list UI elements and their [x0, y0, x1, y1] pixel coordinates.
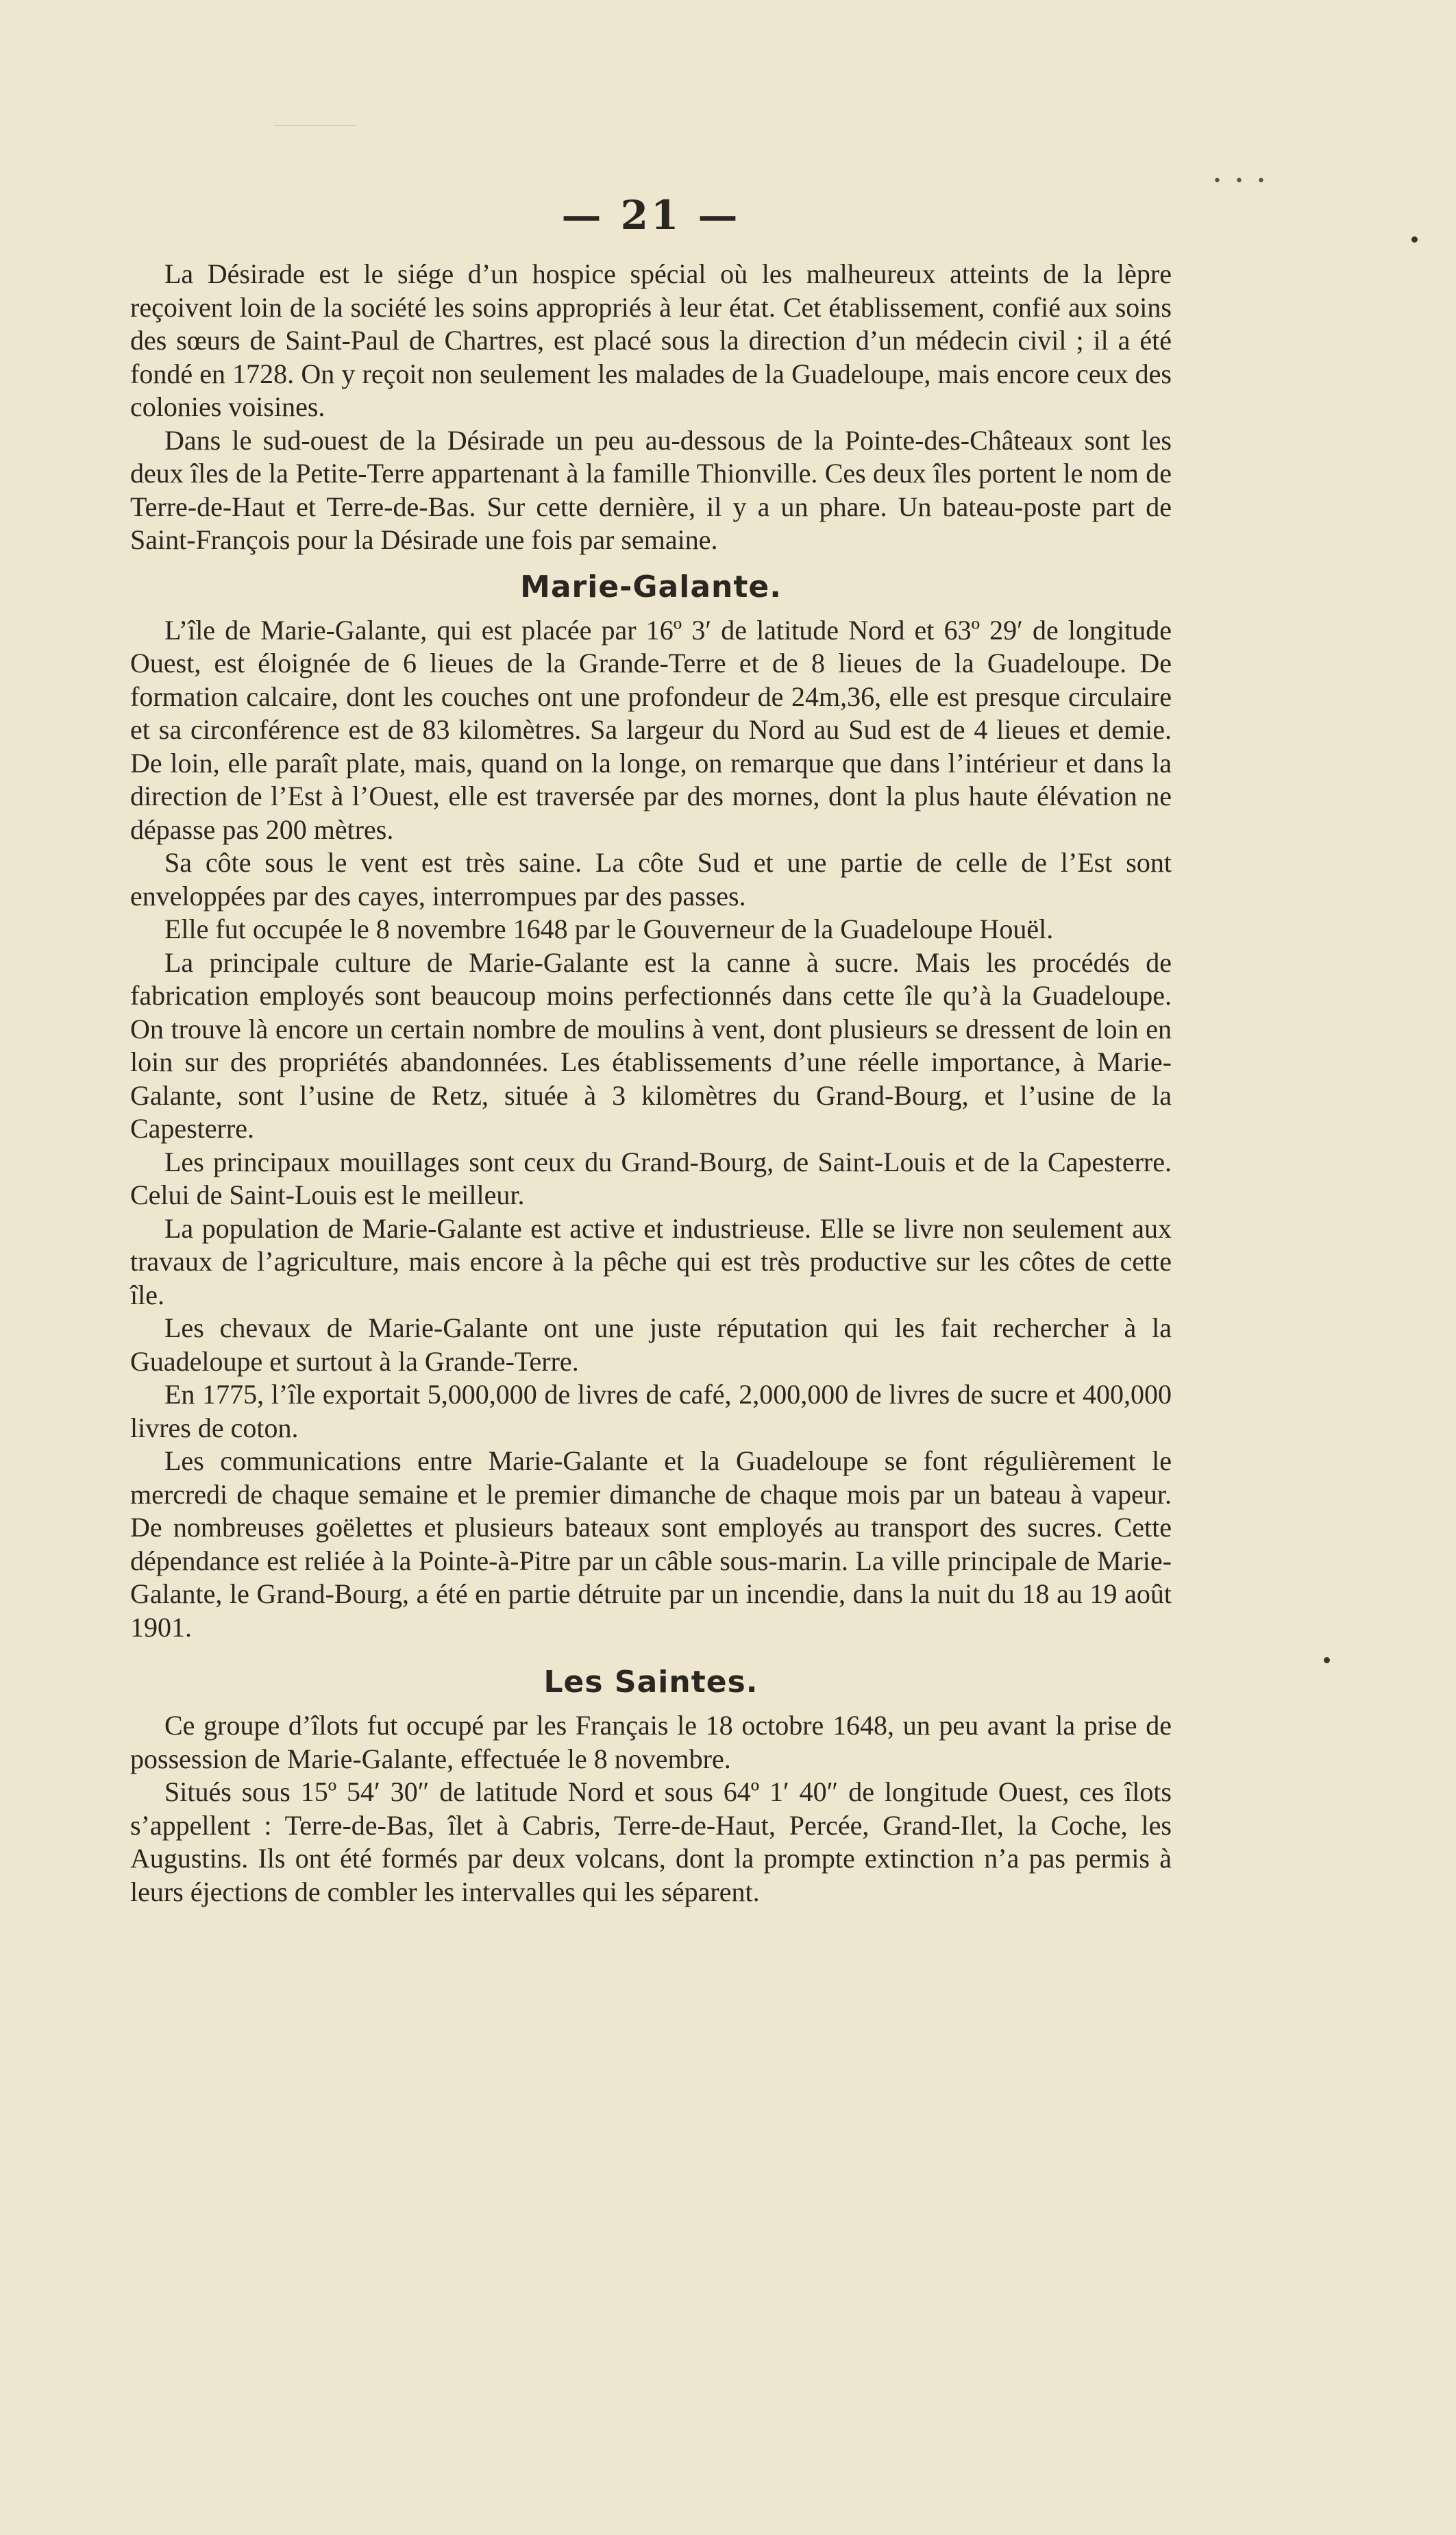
document-page	[130, 192, 1172, 1909]
margin-dot	[1324, 1657, 1330, 1663]
page-number: — 21 —	[561, 192, 741, 238]
paragraph: La Désirade est le siége d’un hospice spécial où les malheureux atteints de la lèpre reçoivent loin de la société les soins appropriés à leur état. Cet établissement, confié aux soins des sœurs de Saint-Paul de Chartres, est placé sous la direction d’un médecin civil ; il a été fondé en 1728. On y reçoit non seulement les malades de la Guadeloupe, mais encore ceux des colonies voisines.	[130, 258, 1172, 422]
saintes-section	[130, 1709, 1172, 1909]
section-heading-marie-galante: Marie-Galante.	[520, 569, 782, 604]
paragraph: La principale culture de Marie-Galante est la canne à sucre. Mais les procédés de fabrication employés sont beaucoup moins perfectionnés dans cette île qu’à la Guadeloupe. On trouve là encore un certain nombre de moulins à vent, dont plusieurs se dressent de loin en loin sur des propriétés abandonnées. Les établissements d’une réelle importance, à Marie-Galante, sont l’usine de Retz, située à 3 kilomètres du Grand-Bourg, et l’usine de la Capesterre.	[130, 946, 1172, 1144]
paragraph: Ce groupe d’îlots fut occupé par les Français le 18 octobre 1648, un peu avant la prise de possession de Marie-Galante, effectuée le 8 novembre.	[130, 1710, 1172, 1774]
corner-mark: • • •	[1213, 173, 1270, 190]
paragraph: La population de Marie-Galante est active et industrieuse. Elle se livre non seulement aux travaux de l’agriculture, mais encore à la pêche qui est très productive sur les côtes de cette île.	[130, 1212, 1172, 1310]
top-rule	[274, 125, 356, 126]
paragraph: L’île de Marie-Galante, qui est placée par 16º 3′ de latitude Nord et 63º 29′ de longitude Ouest, est éloignée de 6 lieues de la Grande-Terre et de 8 lieues de la Guadeloupe. De formation calcaire, dont les couches ont une profondeur de 24m,36, elle est presque circulaire et sa circonférence est de 83 kilomètres. Sa largeur du Nord au Sud est de 4 lieues et demie. De loin, elle paraît plate, mais, quand on la longe, on remarque que dans l’intérieur et dans la direction de l’Est à l’Ouest, elle est traversée par des mornes, dont la plus haute élévation ne dépasse pas 200 mètres.	[130, 614, 1172, 845]
paragraph: Les chevaux de Marie-Galante ont une juste réputation qui les fait rechercher à la Guadeloupe et surtout à la Grande-Terre.	[130, 1312, 1172, 1377]
paragraph: Sa côte sous le vent est très saine. La côte Sud et une partie de celle de l’Est sont enveloppées par des cayes, interrompues par des passes.	[130, 847, 1172, 911]
paragraph: Elle fut occupée le 8 novembre 1648 par le Gouverneur de la Guadeloupe Houël.	[164, 914, 1054, 944]
paragraph: Dans le sud-ouest de la Désirade un peu au-dessous de la Pointe-des-Châteaux sont les deux îles de la Petite-Terre appartenant à la famille Thionville. Ces deux îles portent le nom de Terre-de-Haut et Terre-de-Bas. Sur cette dernière, il y a un phare. Un bateau-poste part de Saint-François pour la Désirade une fois par semaine.	[130, 424, 1172, 555]
margin-dot	[1411, 236, 1418, 243]
paragraph: Situés sous 15º 54′ 30″ de latitude Nord et sous 64º 1′ 40″ de longitude Ouest, ces îlots s’appellent : Terre-de-Bas, îlet à Cabris, Terre-de-Haut, Percée, Grand-Ilet, la Coche, les Augustins. Ils ont été formés par deux volcans, dont la prompte extinction n’a pas permis à leurs éjections de combler les intervalles qui les séparent.	[130, 1776, 1172, 1907]
desirade-section	[130, 258, 1172, 557]
section-heading-saintes: Les Saintes.	[543, 1665, 758, 1700]
marie-galante-section	[130, 614, 1172, 1645]
paragraph: Les principaux mouillages sont ceux du Grand-Bourg, de Saint-Louis et de la Capesterre. Celui de Saint-Louis est le meilleur.	[130, 1146, 1172, 1210]
paragraph: Les communications entre Marie-Galante et la Guadeloupe se font régulièrement le mercredi de chaque semaine et le premier dimanche de chaque mois par un bateau à vapeur. De nombreuses goëlettes et plusieurs bateaux sont employés au transport des sucres. Cette dépendance est reliée à la Pointe-à-Pitre par un câble sous-marin. La ville principale de Marie-Galante, le Grand-Bourg, a été en partie détruite par un incendie, dans la nuit du 18 au 19 août 1901.	[130, 1445, 1172, 1643]
paragraph: En 1775, l’île exportait 5,000,000 de livres de café, 2,000,000 de livres de sucre et 400,000 livres de coton.	[130, 1379, 1172, 1443]
